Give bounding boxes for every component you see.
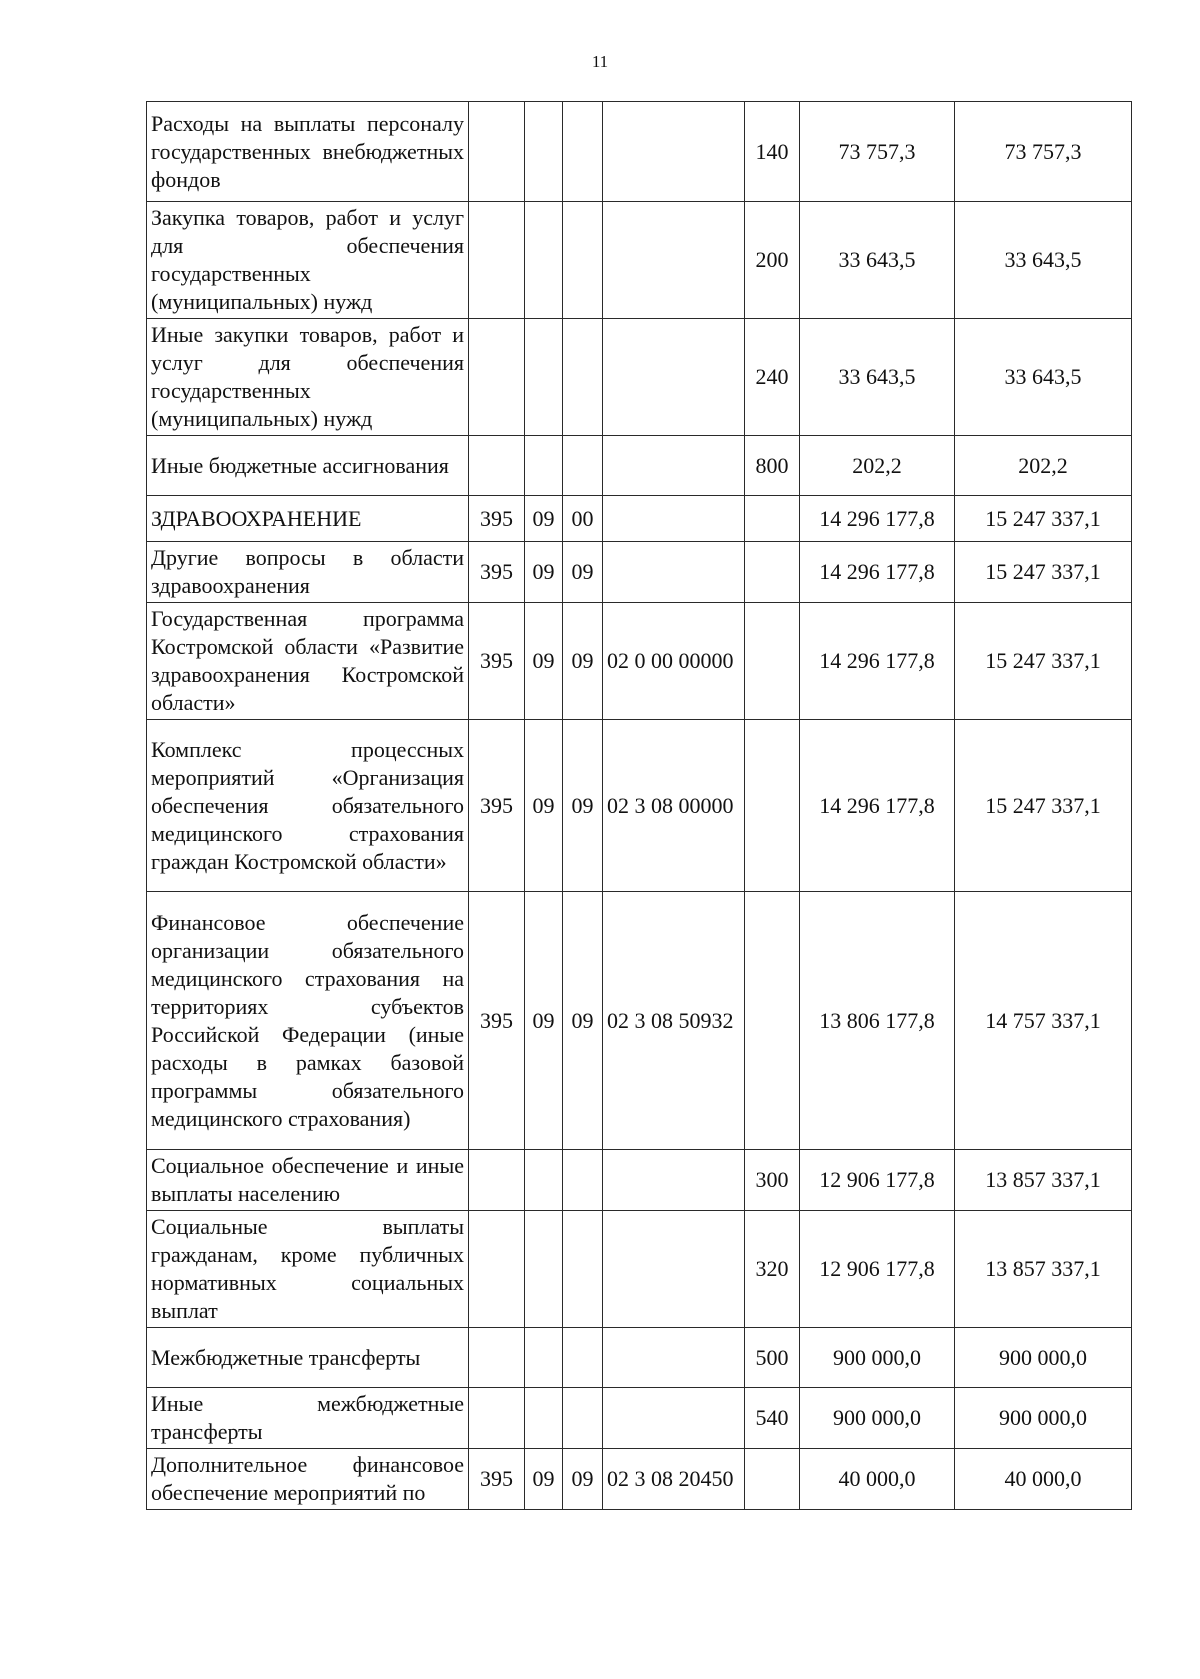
- subsection-code: 09: [563, 720, 603, 892]
- amount-year-1: 12 906 177,8: [800, 1211, 955, 1328]
- expense-type-code: 200: [745, 202, 800, 319]
- subsection-code: 09: [563, 603, 603, 720]
- row-name: Межбюджетные трансферты: [147, 1328, 469, 1388]
- expense-type-code: 800: [745, 436, 800, 496]
- budget-table: [146, 101, 1132, 1510]
- row-name: Расходы на выплаты персоналу государственных внебюджетных фондов: [147, 102, 469, 202]
- subsection-code: [563, 202, 603, 319]
- table-row: [147, 496, 1132, 542]
- table-row: [147, 1150, 1132, 1211]
- row-name: Государственная программа Костромской области «Развитие здравоохранения Костромской области»: [147, 603, 469, 720]
- subsection-code: [563, 1150, 603, 1211]
- grbs-code: [469, 319, 525, 436]
- amount-year-2: 40 000,0: [955, 1449, 1132, 1510]
- section-code: [525, 202, 563, 319]
- section-code: [525, 102, 563, 202]
- target-article-code: [603, 1150, 745, 1211]
- grbs-code: 395: [469, 496, 525, 542]
- table-row: [147, 1388, 1132, 1449]
- table-row: [147, 202, 1132, 319]
- amount-year-1: 14 296 177,8: [800, 720, 955, 892]
- table-row: [147, 319, 1132, 436]
- amount-year-1: 40 000,0: [800, 1449, 955, 1510]
- amount-year-1: 33 643,5: [800, 319, 955, 436]
- amount-year-1: 33 643,5: [800, 202, 955, 319]
- target-article-code: [603, 496, 745, 542]
- amount-year-2: 33 643,5: [955, 319, 1132, 436]
- table-row: [147, 603, 1132, 720]
- subsection-code: 09: [563, 892, 603, 1150]
- target-article-code: [603, 319, 745, 436]
- amount-year-2: 14 757 337,1: [955, 892, 1132, 1150]
- row-name: Комплекс процессных мероприятий «Организация обеспечения обязательного медицинского страхования граждан Костромской области»: [147, 720, 469, 892]
- table-row: [147, 542, 1132, 603]
- target-article-code: 02 3 08 20450: [603, 1449, 745, 1510]
- amount-year-1: 14 296 177,8: [800, 542, 955, 603]
- subsection-code: [563, 1328, 603, 1388]
- expense-type-code: [745, 603, 800, 720]
- row-name: Финансовое обеспечение организации обязательного медицинского страхования на территориях субъектов Российской Федерации (иные расходы в рамках базовой программы обязательного медицинского страхования): [147, 892, 469, 1150]
- table-body: [147, 102, 1132, 1510]
- grbs-code: 395: [469, 720, 525, 892]
- target-article-code: 02 3 08 00000: [603, 720, 745, 892]
- target-article-code: 02 0 00 00000: [603, 603, 745, 720]
- subsection-code: [563, 1211, 603, 1328]
- table-row: [147, 436, 1132, 496]
- grbs-code: [469, 202, 525, 319]
- amount-year-2: 33 643,5: [955, 202, 1132, 319]
- expense-type-code: 240: [745, 319, 800, 436]
- row-name: Дополнительное финансовое обеспечение мероприятий по: [147, 1449, 469, 1510]
- expense-type-code: 300: [745, 1150, 800, 1211]
- subsection-code: 09: [563, 1449, 603, 1510]
- amount-year-1: 14 296 177,8: [800, 603, 955, 720]
- grbs-code: [469, 1211, 525, 1328]
- section-code: [525, 1388, 563, 1449]
- grbs-code: 395: [469, 603, 525, 720]
- amount-year-2: 15 247 337,1: [955, 603, 1132, 720]
- section-code: 09: [525, 542, 563, 603]
- section-code: [525, 319, 563, 436]
- grbs-code: [469, 102, 525, 202]
- subsection-code: 00: [563, 496, 603, 542]
- grbs-code: 395: [469, 1449, 525, 1510]
- subsection-code: [563, 1388, 603, 1449]
- target-article-code: [603, 202, 745, 319]
- section-code: 09: [525, 496, 563, 542]
- grbs-code: 395: [469, 542, 525, 603]
- subsection-code: [563, 102, 603, 202]
- amount-year-2: 13 857 337,1: [955, 1150, 1132, 1211]
- subsection-code: [563, 436, 603, 496]
- section-code: 09: [525, 720, 563, 892]
- grbs-code: [469, 1328, 525, 1388]
- expense-type-code: 140: [745, 102, 800, 202]
- row-name: Социальные выплаты гражданам, кроме публичных нормативных социальных выплат: [147, 1211, 469, 1328]
- section-code: 09: [525, 892, 563, 1150]
- row-name: Социальное обеспечение и иные выплаты населению: [147, 1150, 469, 1211]
- table-row: [147, 102, 1132, 202]
- section-code: [525, 436, 563, 496]
- subsection-code: 09: [563, 542, 603, 603]
- target-article-code: [603, 1211, 745, 1328]
- section-code: [525, 1211, 563, 1328]
- grbs-code: [469, 1388, 525, 1449]
- amount-year-1: 12 906 177,8: [800, 1150, 955, 1211]
- amount-year-2: 13 857 337,1: [955, 1211, 1132, 1328]
- table-row: [147, 1211, 1132, 1328]
- amount-year-2: 202,2: [955, 436, 1132, 496]
- row-name: Закупка товаров, работ и услуг для обеспечения государственных (муниципальных) нужд: [147, 202, 469, 319]
- table-row: [147, 892, 1132, 1150]
- grbs-code: [469, 1150, 525, 1211]
- row-name: Иные закупки товаров, работ и услуг для обеспечения государственных (муниципальных) нужд: [147, 319, 469, 436]
- target-article-code: [603, 1388, 745, 1449]
- row-name: Иные бюджетные ассигнования: [147, 436, 469, 496]
- subsection-code: [563, 319, 603, 436]
- target-article-code: [603, 1328, 745, 1388]
- table-row: [147, 720, 1132, 892]
- section-code: 09: [525, 603, 563, 720]
- amount-year-1: 900 000,0: [800, 1328, 955, 1388]
- expense-type-code: 320: [745, 1211, 800, 1328]
- expense-type-code: [745, 496, 800, 542]
- section-code: [525, 1328, 563, 1388]
- row-name: Другие вопросы в области здравоохранения: [147, 542, 469, 603]
- page-number: 11: [591, 52, 609, 71]
- amount-year-1: 73 757,3: [800, 102, 955, 202]
- grbs-code: 395: [469, 892, 525, 1150]
- expense-type-code: 540: [745, 1388, 800, 1449]
- amount-year-1: 13 806 177,8: [800, 892, 955, 1150]
- amount-year-1: 900 000,0: [800, 1388, 955, 1449]
- expense-type-code: [745, 542, 800, 603]
- target-article-code: [603, 102, 745, 202]
- amount-year-2: 15 247 337,1: [955, 542, 1132, 603]
- amount-year-2: 900 000,0: [955, 1328, 1132, 1388]
- amount-year-1: 202,2: [800, 436, 955, 496]
- amount-year-2: 900 000,0: [955, 1388, 1132, 1449]
- section-code: 09: [525, 1449, 563, 1510]
- amount-year-1: 14 296 177,8: [800, 496, 955, 542]
- amount-year-2: 15 247 337,1: [955, 720, 1132, 892]
- target-article-code: 02 3 08 50932: [603, 892, 745, 1150]
- grbs-code: [469, 436, 525, 496]
- expense-type-code: [745, 892, 800, 1150]
- expense-type-code: 500: [745, 1328, 800, 1388]
- expense-type-code: [745, 720, 800, 892]
- expense-type-code: [745, 1449, 800, 1510]
- amount-year-2: 15 247 337,1: [955, 496, 1132, 542]
- target-article-code: [603, 542, 745, 603]
- table-row: [147, 1449, 1132, 1510]
- target-article-code: [603, 436, 745, 496]
- section-code: [525, 1150, 563, 1211]
- table-row: [147, 1328, 1132, 1388]
- amount-year-2: 73 757,3: [955, 102, 1132, 202]
- row-name: ЗДРАВООХРАНЕНИЕ: [147, 496, 469, 542]
- row-name: Иные межбюджетные трансферты: [147, 1388, 469, 1449]
